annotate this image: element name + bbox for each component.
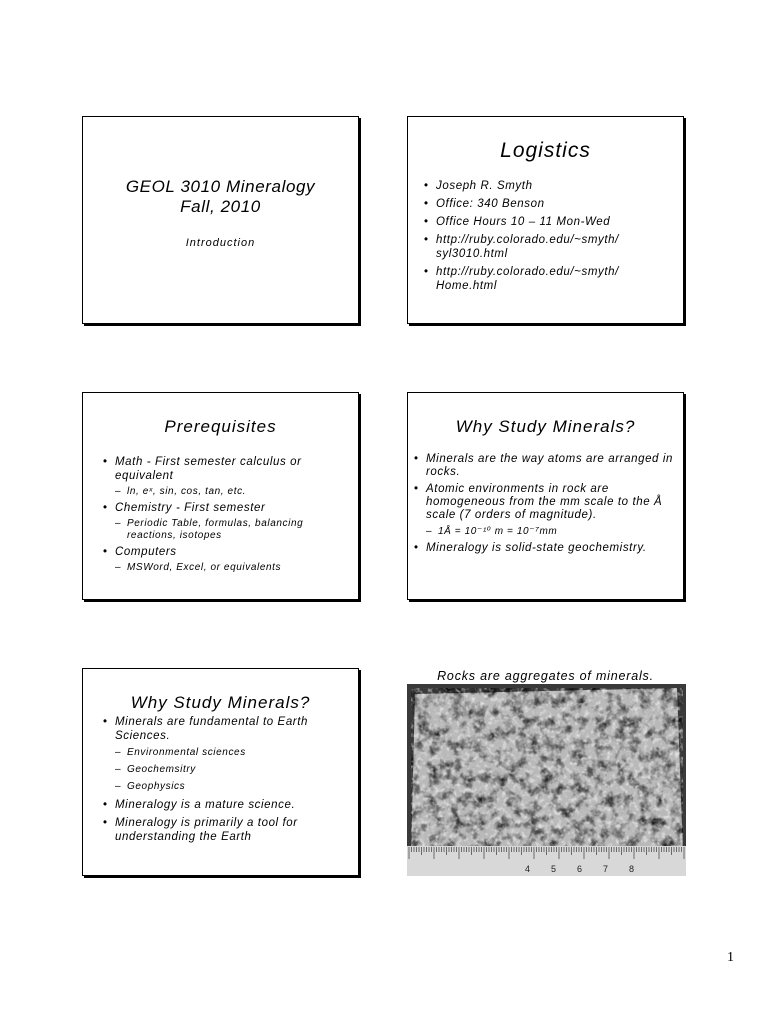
list-item: • Atomic environments in rock are homogeneous from the mm scale to the Å scale (7 orders of magnitude). xyxy=(412,483,677,522)
bullet-list xyxy=(412,453,677,559)
ruler-number: 5 xyxy=(551,864,557,874)
slide-heading: Why Study Minerals? xyxy=(130,693,311,712)
ruler-number: 8 xyxy=(629,864,635,874)
list-subitem: – MSWord, Excel, or equivalents xyxy=(101,562,348,574)
course-title xyxy=(83,177,358,217)
list-item: • Mineralogy is a mature science. xyxy=(101,798,348,812)
course-title-line2: Fall, 2010 xyxy=(180,197,261,216)
granite-image xyxy=(407,684,686,876)
list-subitem: – Geochemsitry xyxy=(101,764,348,776)
ruler-number: 7 xyxy=(603,864,609,874)
list-item: • Computers xyxy=(101,545,348,559)
list-item: • Mineralogy is solid-state geochemistry. xyxy=(412,542,677,555)
slide-logistics xyxy=(407,116,684,324)
list-item: • Office Hours 10 – 11 Mon-Wed xyxy=(422,215,673,229)
photo-caption: Rocks are aggregates of minerals. xyxy=(437,669,654,683)
list-subitem: – Environmental sciences xyxy=(101,747,348,759)
ruler-number: 4 xyxy=(525,864,531,874)
list-subitem: – ln, eˣ, sin, cos, tan, etc. xyxy=(101,486,348,498)
bullet-list xyxy=(101,455,348,577)
list-item-link[interactable]: • http://ruby.colorado.edu/~smyth/ Home.html xyxy=(422,265,673,293)
slide-title xyxy=(82,116,359,324)
course-subtitle: Introduction xyxy=(185,237,256,249)
list-item: • Joseph R. Smyth xyxy=(422,179,673,193)
slide-heading: Prerequisites xyxy=(164,417,277,436)
list-subitem: – 1Å = 10⁻¹⁰ m = 10⁻⁷mm xyxy=(412,526,677,538)
bullet-list xyxy=(422,179,673,297)
slide-why-study-minerals-2 xyxy=(82,668,359,876)
course-title-line1: GEOL 3010 Mineralogy xyxy=(125,177,316,196)
slide-why-study-minerals-1 xyxy=(407,392,684,600)
list-item: • Mineralogy is primarily a tool for understanding the Earth xyxy=(101,816,348,844)
list-item: • Office: 340 Benson xyxy=(422,197,673,211)
list-item-link[interactable]: • http://ruby.colorado.edu/~smyth/ syl3010.html xyxy=(422,233,673,261)
list-item: • Minerals are the way atoms are arranged in rocks. xyxy=(412,453,677,479)
bullet-list xyxy=(101,715,348,848)
slide-rock-photo xyxy=(407,668,684,876)
page-number: 1 xyxy=(727,950,734,965)
list-subitem: – Geophysics xyxy=(101,781,348,793)
slide-prerequisites xyxy=(82,392,359,600)
list-item: • Math - First semester calculus or equivalent xyxy=(101,455,348,483)
granite-photo xyxy=(407,684,686,876)
list-item: • Chemistry - First semester xyxy=(101,501,348,515)
slide-heading: Logistics xyxy=(500,139,591,162)
list-subitem: – Periodic Table, formulas, balancing reactions, isotopes xyxy=(101,518,348,542)
ruler-number: 6 xyxy=(577,864,583,874)
slide-heading: Why Study Minerals? xyxy=(455,417,636,436)
list-item: • Minerals are fundamental to Earth Sciences. xyxy=(101,715,348,743)
